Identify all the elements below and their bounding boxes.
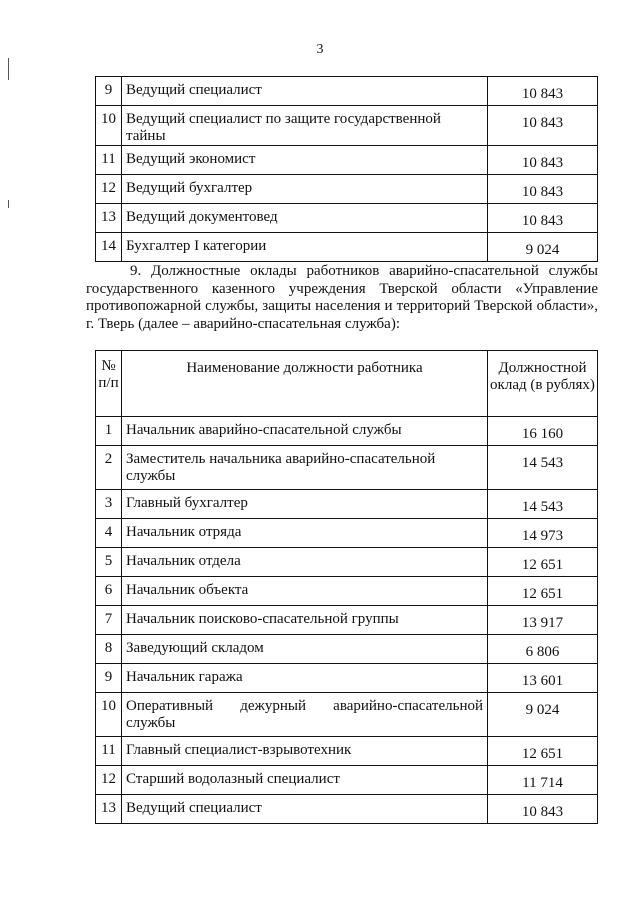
position-name: Начальник объекта	[122, 577, 488, 606]
row-number: 1	[96, 417, 122, 446]
salary-value: 12 651	[488, 548, 598, 577]
table-row	[96, 146, 598, 175]
margin-scan-mark	[8, 200, 9, 208]
position-name: Главный специалист-взрывотехник	[122, 737, 488, 766]
page-number: 3	[316, 42, 324, 57]
salary-value: 10 843	[488, 204, 598, 233]
salary-value: 9 024	[488, 233, 598, 262]
position-name: Заместитель начальника аварийно-спасательной службы	[122, 446, 488, 490]
salary-value: 13 601	[488, 664, 598, 693]
row-number: 2	[96, 446, 122, 490]
row-number: 14	[96, 233, 122, 262]
salary-value: 11 714	[488, 766, 598, 795]
row-number: 13	[96, 795, 122, 824]
rescue-service-salary-table	[95, 350, 598, 824]
margin-scan-mark	[8, 58, 9, 80]
position-name: Ведущий бухгалтер	[122, 175, 488, 204]
position-name: Старший водолазный специалист	[122, 766, 488, 795]
row-number: 13	[96, 204, 122, 233]
table-row	[96, 766, 598, 795]
column-header-position: Наименование должности работника	[122, 351, 488, 417]
salary-value: 10 843	[488, 77, 598, 106]
table-row	[96, 693, 598, 737]
position-name: Ведущий документовед	[122, 204, 488, 233]
row-number: 9	[96, 77, 122, 106]
staff-salary-table-continued	[95, 76, 598, 262]
table-row	[96, 175, 598, 204]
position-name: Заведующий складом	[122, 635, 488, 664]
row-number: 6	[96, 577, 122, 606]
salary-value: 14 543	[488, 446, 598, 490]
salary-value: 10 843	[488, 175, 598, 204]
table-row	[96, 664, 598, 693]
table-row	[96, 577, 598, 606]
table-row	[96, 77, 598, 106]
position-name: Ведущий специалист по защите государственной тайны	[122, 106, 488, 146]
salary-value: 10 843	[488, 795, 598, 824]
table-row	[96, 106, 598, 146]
table-row	[96, 417, 598, 446]
table-row	[96, 635, 598, 664]
position-name: Ведущий специалист	[122, 77, 488, 106]
position-name: Оперативный дежурный аварийно-спасательной службы	[122, 693, 488, 737]
paragraph-9-text: 9. Должностные оклады работников аварийно-спасательной службы государственного казенного учреждения Тверской области «Управление противопожарной службы, защиты населения и территорий Тверской области», г. Тверь (далее – аварийно-спасательная служба):	[86, 263, 598, 332]
row-number: 8	[96, 635, 122, 664]
table-row	[96, 795, 598, 824]
position-name: Начальник поисково-спасательной группы	[122, 606, 488, 635]
position-name: Ведущий экономист	[122, 146, 488, 175]
column-header-number: № п/п	[96, 351, 122, 417]
row-number: 4	[96, 519, 122, 548]
position-name: Бухгалтер I категории	[122, 233, 488, 262]
table-row	[96, 606, 598, 635]
salary-value: 9 024	[488, 693, 598, 737]
position-name: Главный бухгалтер	[122, 490, 488, 519]
position-name: Начальник аварийно-спасательной службы	[122, 417, 488, 446]
row-number: 10	[96, 693, 122, 737]
row-number: 10	[96, 106, 122, 146]
salary-value: 14 543	[488, 490, 598, 519]
row-number: 11	[96, 146, 122, 175]
column-header-salary: Должностной оклад (в рублях)	[488, 351, 598, 417]
table-header-row	[96, 351, 598, 417]
salary-value: 16 160	[488, 417, 598, 446]
table-row	[96, 519, 598, 548]
salary-value: 6 806	[488, 635, 598, 664]
salary-value: 14 973	[488, 519, 598, 548]
row-number: 9	[96, 664, 122, 693]
salary-value: 13 917	[488, 606, 598, 635]
salary-value: 12 651	[488, 577, 598, 606]
row-number: 12	[96, 766, 122, 795]
row-number: 12	[96, 175, 122, 204]
table-row	[96, 446, 598, 490]
row-number: 7	[96, 606, 122, 635]
table-row	[96, 548, 598, 577]
position-name: Начальник отдела	[122, 548, 488, 577]
salary-value: 10 843	[488, 106, 598, 146]
position-name: Начальник гаража	[122, 664, 488, 693]
table-row	[96, 737, 598, 766]
salary-value: 12 651	[488, 737, 598, 766]
table-row	[96, 490, 598, 519]
row-number: 3	[96, 490, 122, 519]
position-name: Начальник отряда	[122, 519, 488, 548]
row-number: 5	[96, 548, 122, 577]
position-name: Ведущий специалист	[122, 795, 488, 824]
paragraph-9	[86, 263, 598, 333]
salary-value: 10 843	[488, 146, 598, 175]
row-number: 11	[96, 737, 122, 766]
table-row	[96, 233, 598, 262]
table-row	[96, 204, 598, 233]
